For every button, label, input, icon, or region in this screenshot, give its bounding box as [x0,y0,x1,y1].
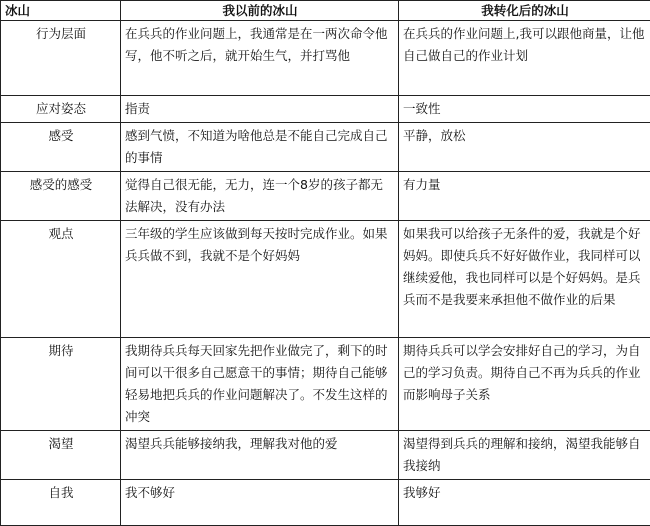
after-cell: 我够好 [399,480,650,526]
row-label: 感受的感受 [1,172,121,221]
after-cell: 期待兵兵可以学会安排好自己的学习，为自己的学习负责。期待自己不再为兵兵的作业而影响母子关系 [399,338,650,431]
table-row [1,431,650,480]
header-iceberg: 冰山 [1,1,121,21]
table-row [1,221,650,338]
table-row [1,21,650,96]
row-label: 应对姿态 [1,96,121,123]
before-cell: 感到气愤，不知道为啥他总是不能自己完成自己的事情 [121,123,399,172]
table-row [1,338,650,431]
after-cell: 平静，放松 [399,123,650,172]
before-cell: 三年级的学生应该做到每天按时完成作业。如果兵兵做不到，我就不是个好妈妈 [121,221,399,338]
row-label: 观点 [1,221,121,338]
row-label: 自我 [1,480,121,526]
table-row [1,96,650,123]
table-row [1,480,650,526]
before-cell: 渴望兵兵能够接纳我，理解我对他的爱 [121,431,399,480]
before-cell: 指责 [121,96,399,123]
table-row [1,123,650,172]
row-label: 行为层面 [1,21,121,96]
header-before-iceberg: 我以前的冰山 [121,1,399,21]
after-cell: 如果我可以给孩子无条件的爱，我就是个好妈妈。即使兵兵不好好做作业，我同样可以继续爱他，我也同样可以是个好妈妈。是兵兵而不是我要来承担他不做作业的后果 [399,221,650,338]
before-cell: 我期待兵兵每天回家先把作业做完了，剩下的时间可以干很多自己愿意干的事情；期待自己能够轻易地把兵兵的作业问题解决了。不发生这样的冲突 [121,338,399,431]
header-after-iceberg: 我转化后的冰山 [399,1,650,21]
after-cell: 有力量 [399,172,650,221]
row-label: 期待 [1,338,121,431]
before-cell: 在兵兵的作业问题上，我通常是在一两次命令他写，他不听之后，就开始生气，并打骂他 [121,21,399,96]
row-label: 感受 [1,123,121,172]
after-cell: 一致性 [399,96,650,123]
before-cell: 我不够好 [121,480,399,526]
table-row [1,172,650,221]
after-cell: 在兵兵的作业问题上,我可以跟他商量，让他自己做自己的作业计划 [399,21,650,96]
before-cell: 觉得自己很无能，无力，连一个8岁的孩子都无法解决，没有办法 [121,172,399,221]
after-cell: 渴望得到兵兵的理解和接纳，渴望我能够自我接纳 [399,431,650,480]
row-label: 渴望 [1,431,121,480]
header-row [1,1,650,21]
